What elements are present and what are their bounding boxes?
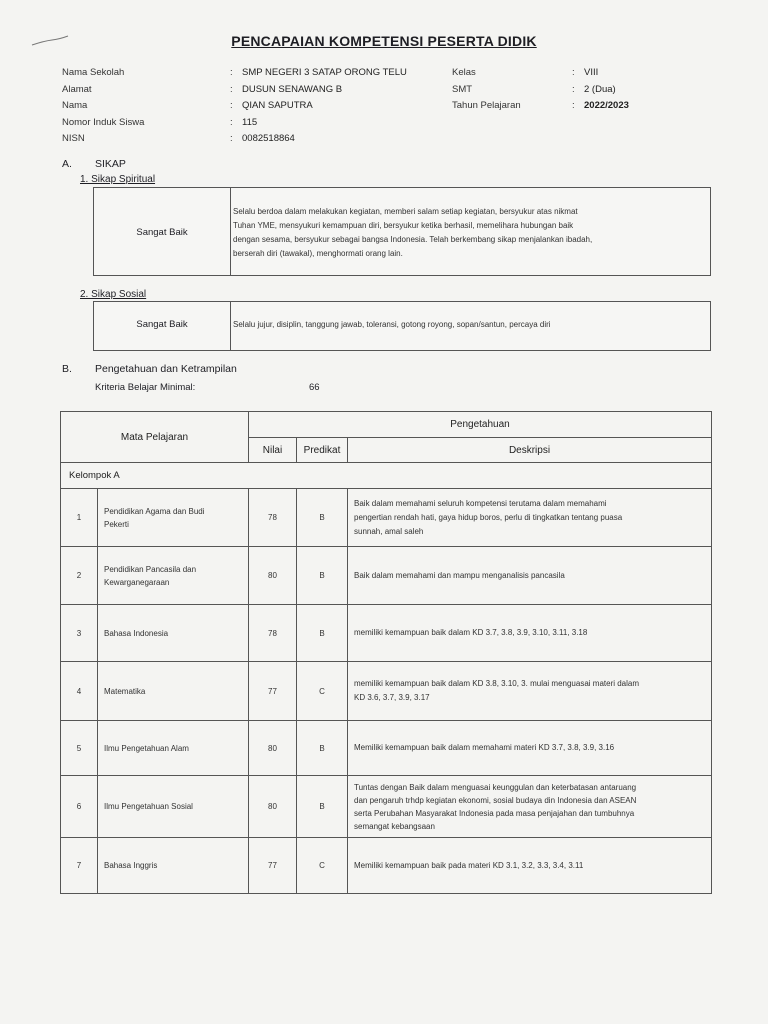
description-line: berserah diri (tawakal), menghormati orang lain. xyxy=(233,249,403,258)
info-value-nis: 115 xyxy=(242,117,258,128)
row-predikat: B xyxy=(297,605,348,662)
table-row xyxy=(61,776,712,838)
spiritual-heading: 1. Sikap Spiritual xyxy=(80,174,156,185)
colon: : xyxy=(572,67,575,78)
row-deskripsi xyxy=(348,776,712,838)
description-line: serta Perubahan Masyarakat Indonesia pada masa penjajahan dan tumbuhnya xyxy=(354,808,635,818)
colon: : xyxy=(572,100,575,111)
description-line: pengertian rendah hati, gaya hidup boros, perlu di tingkatkan tentang puasa xyxy=(354,512,623,522)
row-predikat: C xyxy=(297,662,348,721)
row-nilai: 78 xyxy=(249,605,297,662)
description-line: memiliki kemampuan baik dalam KD 3.8, 3.10, 3. mulai menguasai materi dalam xyxy=(354,679,640,688)
row-subject xyxy=(98,776,249,838)
info-value-class: VIII xyxy=(584,67,599,78)
row-deskripsi xyxy=(348,721,712,776)
description-line: Baik dalam memahami seluruh kompetensi terutama dalam memahami xyxy=(354,498,607,508)
sosial-description: Selalu jujur, disiplin, tanggung jawab, toleransi, gotong royong, sopan/santun, percaya diri xyxy=(233,320,551,329)
spiritual-predikat: Sangat Baik xyxy=(136,227,188,238)
subject-line: Ilmu Pengetahuan Alam xyxy=(104,743,189,753)
row-nilai: 78 xyxy=(249,489,297,547)
info-label-semester: SMT xyxy=(452,84,473,95)
table-row xyxy=(61,547,712,605)
table-row xyxy=(61,838,712,894)
section-b-title: Pengetahuan dan Ketrampilan xyxy=(95,363,237,375)
header-deskripsi: Deskripsi xyxy=(348,438,712,463)
row-subject xyxy=(98,605,249,662)
page-title: PENCAPAIAN KOMPETENSI PESERTA DIDIK xyxy=(231,33,537,49)
grades-table xyxy=(60,411,712,894)
info-label-address: Alamat xyxy=(62,84,92,95)
subject-line: Pendidikan Agama dan Budi xyxy=(104,506,205,516)
table-row xyxy=(61,489,712,547)
info-value-nisn: 0082518864 xyxy=(242,133,295,144)
kbm-value: 66 xyxy=(309,382,320,393)
subject-line: Bahasa Indonesia xyxy=(104,628,169,638)
row-deskripsi xyxy=(348,489,712,547)
section-a-letter: A. xyxy=(62,158,72,170)
sosial-heading: 2. Sikap Sosial xyxy=(80,289,147,300)
row-number: 3 xyxy=(61,605,98,662)
info-label-year: Tahun Pelajaran xyxy=(452,100,521,111)
subject-line: Pendidikan Pancasila dan xyxy=(104,564,197,574)
row-subject xyxy=(98,721,249,776)
row-nilai: 77 xyxy=(249,838,297,894)
section-b-letter: B. xyxy=(62,363,72,375)
info-value-year: 2022/2023 xyxy=(584,100,629,111)
colon: : xyxy=(230,133,233,144)
description-line: Memiliki kemampuan baik pada materi KD 3.1, 3.2, 3.3, 3.4, 3.11 xyxy=(354,860,584,870)
header-nilai: Nilai xyxy=(249,438,297,463)
row-subject xyxy=(98,489,249,547)
sosial-predikat: Sangat Baik xyxy=(136,319,188,330)
info-label-school: Nama Sekolah xyxy=(62,67,125,78)
info-value-name: QIAN SAPUTRA xyxy=(242,100,313,111)
row-subject xyxy=(98,547,249,605)
row-number: 6 xyxy=(61,776,98,838)
subject-line: Kewarganegaraan xyxy=(104,577,170,587)
info-value-school: SMP NEGERI 3 SATAP ORONG TELU xyxy=(242,67,407,78)
kbm-label: Kriteria Belajar Minimal: xyxy=(95,382,196,393)
spiritual-description xyxy=(233,205,709,261)
info-label-name: Nama xyxy=(62,100,88,111)
info-value-semester: 2 (Dua) xyxy=(584,84,616,95)
description-line: Tuntas dengan Baik dalam menguasai keunggulan dan keterbatasan antaruang xyxy=(354,782,637,792)
info-value-address: DUSUN SENAWANG B xyxy=(242,84,343,95)
row-deskripsi xyxy=(348,838,712,894)
row-number: 4 xyxy=(61,662,98,721)
description-line: memiliki kemampuan baik dalam KD 3.7, 3.8, 3.9, 3.10, 3.11, 3.18 xyxy=(354,628,588,637)
info-label-class: Kelas xyxy=(452,67,476,78)
row-subject xyxy=(98,838,249,894)
colon: : xyxy=(230,117,233,128)
info-label-nis: Nomor Induk Siswa xyxy=(62,117,145,128)
description-line: Memiliki kemampuan baik dalam memahami materi KD 3.7, 3.8, 3.9, 3.16 xyxy=(354,743,615,752)
row-predikat: B xyxy=(297,547,348,605)
row-predikat: B xyxy=(297,489,348,547)
description-line: semangat kebangsaan xyxy=(354,821,435,831)
colon: : xyxy=(572,84,575,95)
subject-line: Pekerti xyxy=(104,519,129,529)
sosial-box xyxy=(93,301,711,351)
description-line: KD 3.6, 3.7, 3.9, 3.17 xyxy=(354,693,430,702)
row-deskripsi xyxy=(348,662,712,721)
table-row xyxy=(61,605,712,662)
description-line: Baik dalam memahami dan mampu menganalisis pancasila xyxy=(354,570,565,580)
row-nilai: 80 xyxy=(249,721,297,776)
row-subject xyxy=(98,662,249,721)
row-number: 5 xyxy=(61,721,98,776)
colon: : xyxy=(230,67,233,78)
colon: : xyxy=(230,84,233,95)
info-label-nisn: NISN xyxy=(62,133,85,144)
colon: : xyxy=(230,100,233,111)
description-line: Selalu berdoa dalam melakukan kegiatan, memberi salam setiap kegiatan, bersyukur atas nikmat xyxy=(233,207,578,216)
description-line: dan pengaruh trhdp kegiatan ekonomi, sosial budaya din Indonesia dan ASEAN xyxy=(354,795,637,805)
row-nilai: 77 xyxy=(249,662,297,721)
box-divider xyxy=(230,188,231,275)
row-number: 7 xyxy=(61,838,98,894)
row-predikat: C xyxy=(297,838,348,894)
table-row xyxy=(61,662,712,721)
box-divider xyxy=(230,302,231,350)
row-nilai: 80 xyxy=(249,776,297,838)
description-line: sunnah, amal saleh xyxy=(354,526,424,536)
header-predikat: Predikat xyxy=(297,438,348,463)
subject-line: Matematika xyxy=(104,686,146,696)
row-number: 1 xyxy=(61,489,98,547)
subject-line: Ilmu Pengetahuan Sosial xyxy=(104,802,193,811)
row-deskripsi xyxy=(348,547,712,605)
row-nilai: 80 xyxy=(249,547,297,605)
row-number: 2 xyxy=(61,547,98,605)
spiritual-box xyxy=(93,187,711,276)
header-mata-pelajaran: Mata Pelajaran xyxy=(61,412,249,463)
description-line: dengan sesama, bersyukur sebagai bangsa Indonesia. Telah berkembang sikap menjalankan ibadah, xyxy=(233,235,593,244)
section-a-title: SIKAP xyxy=(95,158,126,170)
description-line: Tuhan YME, mensyukuri kemampuan diri, bersyukur ketika berhasil, memelihara hubungan baik xyxy=(233,221,574,230)
subject-line: Bahasa Inggris xyxy=(104,861,158,870)
group-kelompok-a: Kelompok A xyxy=(61,463,712,489)
table-row xyxy=(61,721,712,776)
row-predikat: B xyxy=(297,721,348,776)
row-deskripsi xyxy=(348,605,712,662)
header-pengetahuan: Pengetahuan xyxy=(249,412,712,438)
row-predikat: B xyxy=(297,776,348,838)
